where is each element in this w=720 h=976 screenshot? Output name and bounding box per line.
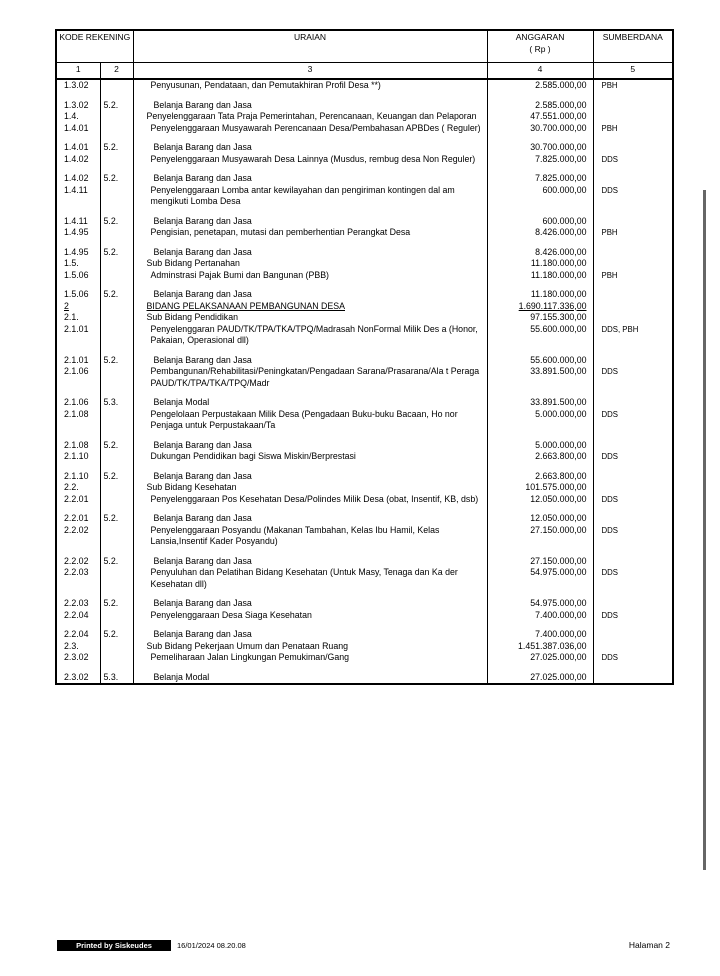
table-row: [56, 652, 673, 664]
account-code-cell: 2.1.10: [56, 451, 100, 463]
expense-code-cell: [100, 610, 133, 622]
fund-source-cell: [593, 621, 673, 641]
fund-source-cell: PBH: [593, 123, 673, 135]
account-code-cell: 1.5.: [56, 258, 100, 270]
fund-source-cell: DDS: [593, 525, 673, 548]
expense-code-cell: 5.2.: [100, 590, 133, 610]
description-cell: Belanja Barang dan Jasa: [133, 347, 487, 367]
column-number-4: 4: [487, 62, 593, 79]
fund-source-cell: [593, 347, 673, 367]
amount-cell: 600.000,00: [487, 208, 593, 228]
table-row: [56, 451, 673, 463]
fund-source-cell: DDS: [593, 185, 673, 208]
description-cell: Belanja Barang dan Jasa: [133, 548, 487, 568]
fund-source-cell: [593, 111, 673, 123]
amount-cell: 33.891.500,00: [487, 389, 593, 409]
header-uraian: URAIAN: [133, 30, 487, 62]
fund-source-cell: DDS: [593, 451, 673, 463]
fund-source-cell: [593, 165, 673, 185]
column-number-5: 5: [593, 62, 673, 79]
fund-source-cell: PBH: [593, 79, 673, 92]
account-code-cell: 2.1.01: [56, 324, 100, 347]
amount-cell: 2.663.800,00: [487, 463, 593, 483]
expense-code-cell: [100, 185, 133, 208]
table-row: [56, 389, 673, 409]
description-cell: Belanja Barang dan Jasa: [133, 208, 487, 228]
amount-cell: 30.700.000,00: [487, 123, 593, 135]
amount-cell: 30.700.000,00: [487, 134, 593, 154]
expense-code-cell: 5.2.: [100, 432, 133, 452]
description-cell: Belanja Modal: [133, 389, 487, 409]
expense-code-cell: 5.2.: [100, 347, 133, 367]
amount-cell: 2.663.800,00: [487, 451, 593, 463]
expense-code-cell: 5.2.: [100, 134, 133, 154]
fund-source-cell: [593, 463, 673, 483]
amount-cell: 2.585.000,00: [487, 79, 593, 92]
table-row: [56, 239, 673, 259]
table-row: [56, 123, 673, 135]
account-code-cell: 1.4.02: [56, 154, 100, 166]
table-row: [56, 494, 673, 506]
description-cell: Penyuluhan dan Pelatihan Bidang Kesehatan (Untuk Masy, Tenaga dan Ka der Kesehatan dll): [133, 567, 487, 590]
amount-cell: 47.551.000,00: [487, 111, 593, 123]
account-code-cell: 2.2.: [56, 482, 100, 494]
amount-cell: 12.050.000,00: [487, 494, 593, 506]
description-cell: Belanja Barang dan Jasa: [133, 621, 487, 641]
amount-cell: 5.000.000,00: [487, 409, 593, 432]
description-cell: Belanja Barang dan Jasa: [133, 239, 487, 259]
account-code-cell: 2.2.04: [56, 610, 100, 622]
table-row: [56, 79, 673, 92]
amount-cell: 54.975.000,00: [487, 590, 593, 610]
expense-code-cell: [100, 641, 133, 653]
description-cell: Penyelenggaraan Posyandu (Makanan Tambahan, Kelas Ibu Hamil, Kelas Lansia,Insentif Kader Posyandu): [133, 525, 487, 548]
expense-code-cell: 5.3.: [100, 664, 133, 685]
expense-code-cell: [100, 270, 133, 282]
expense-code-cell: [100, 567, 133, 590]
account-code-cell: 2.1.: [56, 312, 100, 324]
account-code-cell: 2.1.06: [56, 366, 100, 389]
fund-source-cell: DDS: [593, 567, 673, 590]
header-anggaran: [487, 30, 593, 62]
table-row: [56, 134, 673, 154]
fund-source-cell: [593, 664, 673, 685]
description-cell: BIDANG PELAKSANAAN PEMBANGUNAN DESA: [133, 301, 487, 313]
table-column-number-row: [56, 62, 673, 79]
column-number-1: 1: [56, 62, 100, 79]
amount-cell: 27.025.000,00: [487, 652, 593, 664]
account-code-cell: 1.4.: [56, 111, 100, 123]
expense-code-cell: 5.2.: [100, 208, 133, 228]
expense-code-cell: 5.2.: [100, 621, 133, 641]
description-cell: Pengelolaan Perpustakaan Milik Desa (Pengadaan Buku-buku Bacaan, Ho nor Penjaga untuk Perpustakaan/Ta: [133, 409, 487, 432]
expense-code-cell: [100, 111, 133, 123]
expense-code-cell: 5.2.: [100, 505, 133, 525]
account-code-cell: 2.1.08: [56, 409, 100, 432]
description-cell: Penyelenggaraan Musyawarah Desa Lainnya (Musdus, rembug desa Non Reguler): [133, 154, 487, 166]
expense-code-cell: [100, 301, 133, 313]
fund-source-cell: DDS: [593, 409, 673, 432]
table-row: [56, 347, 673, 367]
fund-source-cell: [593, 134, 673, 154]
table-row: [56, 525, 673, 548]
expense-code-cell: [100, 366, 133, 389]
amount-cell: 27.025.000,00: [487, 664, 593, 685]
fund-source-cell: [593, 548, 673, 568]
description-cell: Sub Bidang Pekerjaan Umum dan Penataan Ruang: [133, 641, 487, 653]
description-cell: Pengisian, penetapan, mutasi dan pemberhentian Perangkat Desa: [133, 227, 487, 239]
description-cell: Belanja Barang dan Jasa: [133, 432, 487, 452]
fund-source-cell: [593, 258, 673, 270]
header-kode-rekening: KODE REKENING: [56, 30, 133, 62]
description-cell: Adminstrasi Pajak Bumi dan Bangunan (PBB): [133, 270, 487, 282]
table-row: [56, 281, 673, 301]
account-code-cell: 1.5.06: [56, 270, 100, 282]
fund-source-cell: [593, 239, 673, 259]
expense-code-cell: 5.2.: [100, 239, 133, 259]
expense-code-cell: 5.2.: [100, 463, 133, 483]
amount-cell: 5.000.000,00: [487, 432, 593, 452]
amount-cell: 12.050.000,00: [487, 505, 593, 525]
expense-code-cell: 5.2.: [100, 548, 133, 568]
amount-cell: 8.426.000,00: [487, 227, 593, 239]
amount-cell: 101.575.000,00: [487, 482, 593, 494]
description-cell: Pemeliharaan Jalan Lingkungan Pemukiman/Gang: [133, 652, 487, 664]
fund-source-cell: [593, 312, 673, 324]
description-cell: Belanja Barang dan Jasa: [133, 134, 487, 154]
amount-cell: 600.000,00: [487, 185, 593, 208]
expense-code-cell: [100, 652, 133, 664]
description-cell: Penyusunan, Pendataan, dan Pemutakhiran Profil Desa **): [133, 79, 487, 92]
account-code-cell: 2.2.02: [56, 525, 100, 548]
account-code-cell: 2.1.08: [56, 432, 100, 452]
table-row: [56, 409, 673, 432]
description-cell: Belanja Barang dan Jasa: [133, 92, 487, 112]
account-code-cell: 1.3.02: [56, 92, 100, 112]
account-code-cell: 2.2.01: [56, 494, 100, 506]
table-row: [56, 258, 673, 270]
table-row: [56, 664, 673, 685]
amount-cell: 27.150.000,00: [487, 525, 593, 548]
account-code-cell: 2.3.: [56, 641, 100, 653]
fund-source-cell: DDS: [593, 610, 673, 622]
fund-source-cell: DDS, PBH: [593, 324, 673, 347]
amount-cell: 7.825.000,00: [487, 165, 593, 185]
fund-source-cell: [593, 92, 673, 112]
table-row: [56, 505, 673, 525]
printed-by-badge: Printed by Siskeudes: [57, 940, 171, 951]
expense-code-cell: [100, 79, 133, 92]
account-code-cell: 1.4.95: [56, 239, 100, 259]
expense-code-cell: 5.2.: [100, 92, 133, 112]
expense-code-cell: [100, 482, 133, 494]
table-row: [56, 610, 673, 622]
description-cell: Penyelenggaraan Desa Siaga Kesehatan: [133, 610, 487, 622]
fund-source-cell: [593, 281, 673, 301]
amount-cell: 7.400.000,00: [487, 621, 593, 641]
account-code-cell: 2.2.02: [56, 548, 100, 568]
account-code-cell: 2.1.01: [56, 347, 100, 367]
description-cell: Dukungan Pendidikan bagi Siswa Miskin/Berprestasi: [133, 451, 487, 463]
expense-code-cell: [100, 451, 133, 463]
table-row: [56, 185, 673, 208]
amount-cell: 2.585.000,00: [487, 92, 593, 112]
table-row: [56, 165, 673, 185]
amount-cell: 97.155.300,00: [487, 312, 593, 324]
amount-cell: 11.180.000,00: [487, 270, 593, 282]
amount-cell: 55.600.000,00: [487, 324, 593, 347]
amount-cell: 1.451.387.036,00: [487, 641, 593, 653]
account-code-cell: 1.4.01: [56, 134, 100, 154]
account-code-cell: 1.3.02: [56, 79, 100, 92]
description-cell: Penyelenggaraan Pos Kesehatan Desa/Polindes Milik Desa (obat, Insentif, KB, dsb): [133, 494, 487, 506]
expense-code-cell: 5.3.: [100, 389, 133, 409]
account-code-cell: 1.5.06: [56, 281, 100, 301]
description-cell: Belanja Barang dan Jasa: [133, 590, 487, 610]
description-cell: Penyelenggaraan Lomba antar kewilayahan dan pengiriman kontingen dal am mengikuti Lomba Desa: [133, 185, 487, 208]
description-cell: Pembangunan/Rehabilitasi/Peningkatan/Pengadaan Sarana/Prasarana/Ala t Peraga PAUD/TK/TPA/TKA/TPQ/Madr: [133, 366, 487, 389]
expense-code-cell: 5.2.: [100, 165, 133, 185]
fund-source-cell: PBH: [593, 227, 673, 239]
table-row: [56, 111, 673, 123]
account-code-cell: 1.4.01: [56, 123, 100, 135]
fund-source-cell: DDS: [593, 154, 673, 166]
table-header-row: [56, 30, 673, 62]
table-row: [56, 482, 673, 494]
fund-source-cell: [593, 482, 673, 494]
fund-source-cell: [593, 590, 673, 610]
expense-code-cell: [100, 123, 133, 135]
table-row: [56, 312, 673, 324]
fund-source-cell: DDS: [593, 366, 673, 389]
account-code-cell: 2.2.01: [56, 505, 100, 525]
expense-code-cell: [100, 312, 133, 324]
amount-cell: 11.180.000,00: [487, 281, 593, 301]
description-cell: Belanja Barang dan Jasa: [133, 281, 487, 301]
amount-cell: 7.400.000,00: [487, 610, 593, 622]
table-row: [56, 366, 673, 389]
table-row: [56, 301, 673, 313]
budget-table: [55, 29, 674, 685]
description-cell: Sub Bidang Pertanahan: [133, 258, 487, 270]
expense-code-cell: 5.2.: [100, 281, 133, 301]
expense-code-cell: [100, 409, 133, 432]
amount-cell: 33.891.500,00: [487, 366, 593, 389]
fund-source-cell: [593, 641, 673, 653]
fund-source-cell: DDS: [593, 494, 673, 506]
header-sumberdana: SUMBERDANA: [593, 30, 673, 62]
header-anggaran-unit: ( Rp ): [529, 44, 551, 54]
amount-cell: 55.600.000,00: [487, 347, 593, 367]
expense-code-cell: [100, 227, 133, 239]
expense-code-cell: [100, 525, 133, 548]
fund-source-cell: [593, 432, 673, 452]
table-row: [56, 270, 673, 282]
description-cell: Belanja Barang dan Jasa: [133, 463, 487, 483]
table-body: [56, 79, 673, 684]
table-row: [56, 567, 673, 590]
column-number-3: 3: [133, 62, 487, 79]
header-anggaran-label: ANGGARAN: [515, 32, 565, 42]
description-cell: Sub Bidang Pendidikan: [133, 312, 487, 324]
expense-code-cell: [100, 494, 133, 506]
expense-code-cell: [100, 324, 133, 347]
account-code-cell: 1.4.02: [56, 165, 100, 185]
description-cell: Belanja Modal: [133, 664, 487, 685]
page-edge-divider: [703, 190, 706, 870]
table-row: [56, 432, 673, 452]
table-row: [56, 227, 673, 239]
fund-source-cell: PBH: [593, 270, 673, 282]
account-code-cell: 2.2.04: [56, 621, 100, 641]
description-cell: Penyelenggaraan Tata Praja Pemerintahan, Perencanaan, Keuangan dan Pelaporan: [133, 111, 487, 123]
account-code-cell: 2.3.02: [56, 664, 100, 685]
table-row: [56, 548, 673, 568]
table-row: [56, 92, 673, 112]
amount-cell: 7.825.000,00: [487, 154, 593, 166]
account-code-cell: 2.1.06: [56, 389, 100, 409]
description-cell: Belanja Barang dan Jasa: [133, 165, 487, 185]
account-code-cell: 1.4.11: [56, 208, 100, 228]
account-code-cell: 2: [56, 301, 100, 313]
account-code-cell: 1.4.11: [56, 185, 100, 208]
table-row: [56, 590, 673, 610]
description-cell: Sub Bidang Kesehatan: [133, 482, 487, 494]
expense-code-cell: [100, 258, 133, 270]
column-number-2: 2: [100, 62, 133, 79]
description-cell: Penyelenggaran PAUD/TK/TPA/TKA/TPQ/Madrasah NonFormal Milik Des a (Honor, Pakaian, Operasional dll): [133, 324, 487, 347]
description-cell: Belanja Barang dan Jasa: [133, 505, 487, 525]
table-row: [56, 641, 673, 653]
account-code-cell: 2.1.10: [56, 463, 100, 483]
fund-source-cell: DDS: [593, 652, 673, 664]
fund-source-cell: [593, 208, 673, 228]
page-number: Halaman 2: [628, 940, 670, 950]
fund-source-cell: [593, 301, 673, 313]
print-datetime: 16/01/2024 08.20.08: [177, 941, 246, 950]
account-code-cell: 2.3.02: [56, 652, 100, 664]
description-cell: Penyelenggaraan Musyawarah Perencanaan Desa/Pembahasan APBDes ( Reguler): [133, 123, 487, 135]
table-row: [56, 208, 673, 228]
fund-source-cell: [593, 389, 673, 409]
account-code-cell: 1.4.95: [56, 227, 100, 239]
amount-cell: 54.975.000,00: [487, 567, 593, 590]
account-code-cell: 2.2.03: [56, 590, 100, 610]
table-row: [56, 463, 673, 483]
expense-code-cell: [100, 154, 133, 166]
table-row: [56, 154, 673, 166]
table-row: [56, 324, 673, 347]
amount-cell: 11.180.000,00: [487, 258, 593, 270]
table-row: [56, 621, 673, 641]
amount-cell: 1.690.117.336,00: [487, 301, 593, 313]
amount-cell: 27.150.000,00: [487, 548, 593, 568]
fund-source-cell: [593, 505, 673, 525]
amount-cell: 8.426.000,00: [487, 239, 593, 259]
account-code-cell: 2.2.03: [56, 567, 100, 590]
